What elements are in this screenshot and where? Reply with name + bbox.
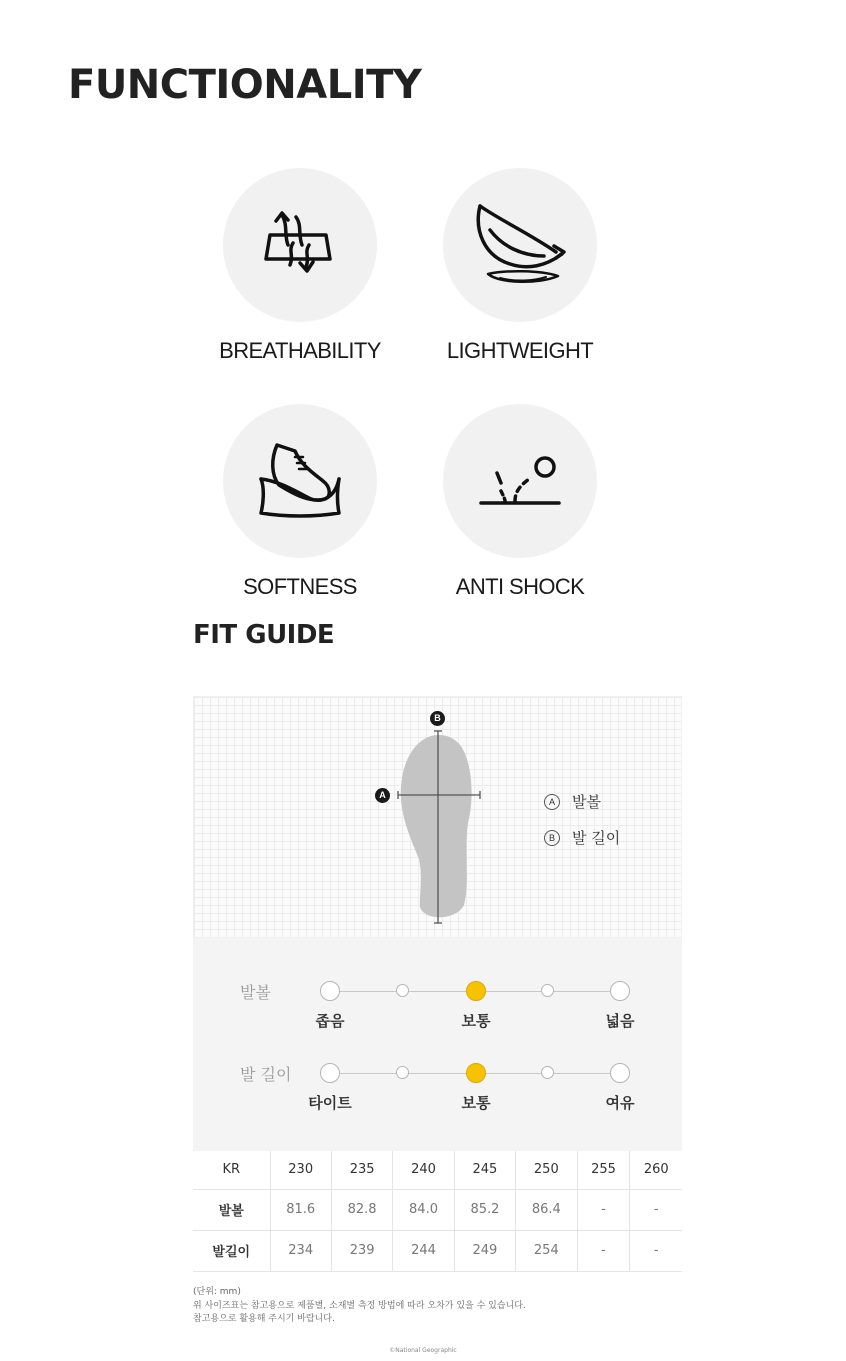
table-cell: 260 [630, 1151, 682, 1189]
table-cell: - [630, 1189, 682, 1230]
table-cell: 244 [393, 1230, 454, 1271]
legend-item-length [544, 827, 620, 848]
scale-dot-selected [466, 981, 486, 1001]
table-cell: - [577, 1230, 630, 1271]
functionality-title: FUNCTIONALITY [68, 62, 422, 108]
feature-label: SOFTNESS [243, 574, 357, 599]
feature-label: BREATHABILITY [219, 338, 381, 363]
table-row-header: 발볼 [193, 1189, 270, 1230]
legend-badge: A [544, 794, 560, 810]
table-cell: 85.2 [454, 1189, 515, 1230]
fit-guide-title: FIT GUIDE [193, 620, 335, 650]
table-cell: 239 [331, 1230, 392, 1271]
table-cell: 240 [393, 1151, 454, 1189]
table-header-row [193, 1151, 682, 1189]
scale-right-text: 넓음 [605, 1012, 635, 1030]
feature-label: LIGHTWEIGHT [446, 338, 594, 363]
feature-lightweight [410, 168, 630, 364]
legend-badge: B [544, 830, 560, 846]
feather-icon [443, 168, 597, 322]
scale-right-text: 여유 [605, 1094, 635, 1112]
feature-breathability [190, 168, 410, 364]
legend-item-width [544, 791, 601, 812]
scale-dot [320, 1063, 340, 1083]
scale-label-width: 발볼 [240, 983, 271, 1002]
foot-measurement-diagram [193, 696, 682, 938]
scale-dot [610, 981, 630, 1001]
shoe-cushion-icon [223, 404, 377, 558]
fit-scale-panel [193, 938, 682, 1151]
size-table [193, 1151, 682, 1272]
scale-label-length: 발 길이 [240, 1065, 292, 1084]
table-row [193, 1230, 682, 1271]
table-cell: 230 [270, 1151, 331, 1189]
feature-anti-shock [410, 404, 630, 600]
table-cell: 84.0 [393, 1189, 454, 1230]
scale-dot [320, 981, 340, 1001]
scale-dot [541, 1066, 554, 1079]
scale-left-text: 좁음 [315, 1012, 345, 1030]
table-cell: 249 [454, 1230, 515, 1271]
table-cell: 82.8 [331, 1189, 392, 1230]
note-unit: (단위: mm) [193, 1287, 241, 1297]
marker-a: A [375, 788, 390, 803]
note-line: 위 사이즈표는 참고용으로 제품별, 소재별 측정 방법에 따라 오차가 있을 수 있습니다. [193, 1300, 526, 1311]
table-cell: - [630, 1230, 682, 1271]
foot-outline-icon [194, 697, 683, 939]
feature-softness [190, 404, 410, 600]
table-row-header: 발길이 [193, 1230, 270, 1271]
scale-dot [610, 1063, 630, 1083]
table-cell: KR [193, 1151, 270, 1189]
scale-dot [396, 1066, 409, 1079]
scale-dot-selected [466, 1063, 486, 1083]
table-cell: 254 [516, 1230, 577, 1271]
feature-label: ANTI SHOCK [455, 574, 585, 599]
marker-b: B [430, 711, 445, 726]
legend-text: 발볼 [572, 793, 601, 811]
scale-middle-text: 보통 [461, 1012, 491, 1030]
scale-left-text: 타이트 [308, 1094, 352, 1112]
copyright-text: ©National Geographic [389, 1347, 457, 1354]
table-cell: 250 [516, 1151, 577, 1189]
table-cell: 86.4 [516, 1189, 577, 1230]
breathability-icon [223, 168, 377, 322]
scale-dot [541, 984, 554, 997]
scale-middle-text: 보통 [461, 1094, 491, 1112]
bounce-icon [443, 404, 597, 558]
scale-dot [396, 984, 409, 997]
table-cell: 234 [270, 1230, 331, 1271]
table-cell: 255 [577, 1151, 630, 1189]
note-line: 참고용으로 활용해 주시기 바랍니다. [193, 1314, 335, 1324]
table-cell: - [577, 1189, 630, 1230]
size-notes [193, 1286, 526, 1327]
table-cell: 245 [454, 1151, 515, 1189]
table-cell: 235 [331, 1151, 392, 1189]
legend-text: 발 길이 [572, 829, 621, 847]
table-cell: 81.6 [270, 1189, 331, 1230]
table-row [193, 1189, 682, 1230]
